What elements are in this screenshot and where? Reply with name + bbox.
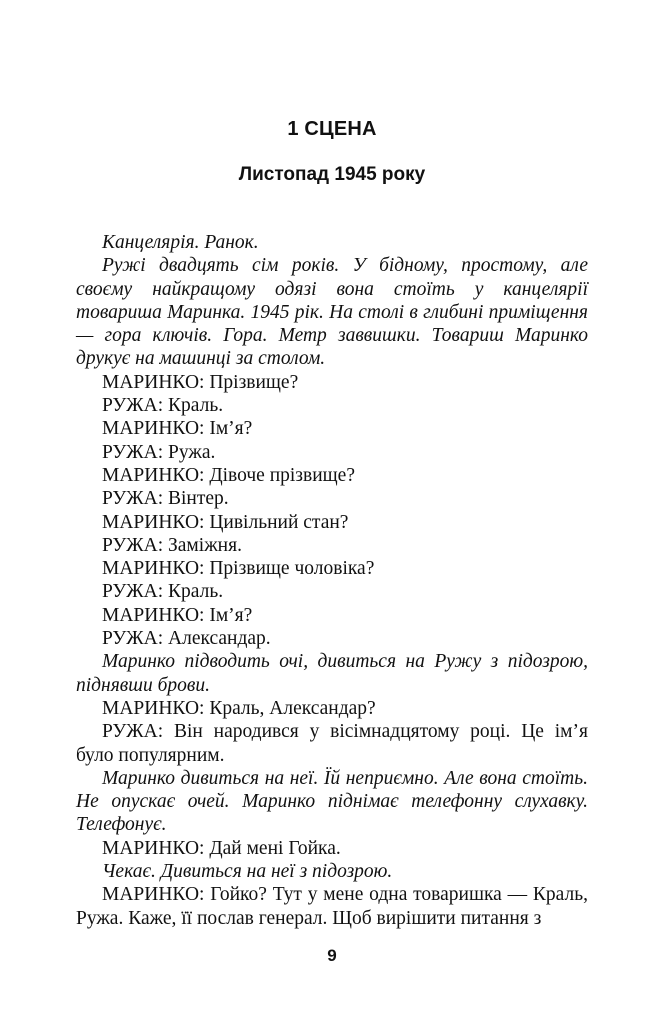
- dialogue-line: МАРИНКО: Дай мені Гойка.: [102, 837, 341, 859]
- scene-title: 1 СЦЕНА: [287, 118, 377, 140]
- dialogue-line: МАРИНКО: Дівоче прізвище?: [102, 464, 355, 486]
- stage-direction: Маринко дивиться на неї. Їй неприємно. Але вона стоїть. Не опускає очей. Маринко піднімає телефонну слухавку. Телефонує.: [76, 767, 588, 836]
- scene-subtitle: Листопад 1945 року: [238, 164, 426, 185]
- play-text: [76, 231, 588, 930]
- dialogue-line: РУЖА: Вінтер.: [102, 488, 229, 510]
- dialogue-line: РУЖА: Він народився у вісімнадцятому році. Це ім’я було популярним.: [76, 721, 588, 766]
- stage-direction: Маринко підводить очі, дивиться на Ружу з підозрою, піднявши брови.: [76, 651, 588, 696]
- stage-direction: Чекає. Дивиться на неї з підозрою.: [102, 861, 393, 883]
- stage-direction: Ружі двадцять сім років. У бідному, простому, але своєму найкращому одязі вона стоїть у канцелярії товариша Маринка. 1945 рік. На столі в глибині приміщення — гора ключів. Гора. Метр заввишки. Товариш Маринко друкує на машинці за столом.: [76, 255, 588, 370]
- dialogue-line: РУЖА: Александар.: [102, 628, 271, 650]
- stage-direction: Канцелярія. Ранок.: [102, 232, 259, 253]
- dialogue-line: МАРИНКО: Прізвище?: [102, 371, 299, 393]
- dialogue-line: РУЖА: Краль.: [102, 581, 224, 603]
- dialogue-line: МАРИНКО: Ім’я?: [102, 418, 253, 440]
- dialogue-line: РУЖА: Заміжня.: [102, 534, 242, 556]
- dialogue-line: МАРИНКО: Цивільний стан?: [102, 511, 349, 533]
- dialogue-line: РУЖА: Ружа.: [102, 441, 216, 463]
- page-number: 9: [327, 946, 337, 965]
- dialogue-line: РУЖА: Краль.: [102, 395, 224, 417]
- dialogue-line: МАРИНКО: Краль, Александар?: [102, 697, 376, 719]
- dialogue-line: МАРИНКО: Ім’я?: [102, 604, 253, 626]
- dialogue-line: МАРИНКО: Гойко? Тут у мене одна товаришка — Краль, Ружа. Каже, її послав генерал. Щоб вирішити питання з: [76, 884, 588, 929]
- dialogue-line: МАРИНКО: Прізвище чоловіка?: [102, 558, 375, 580]
